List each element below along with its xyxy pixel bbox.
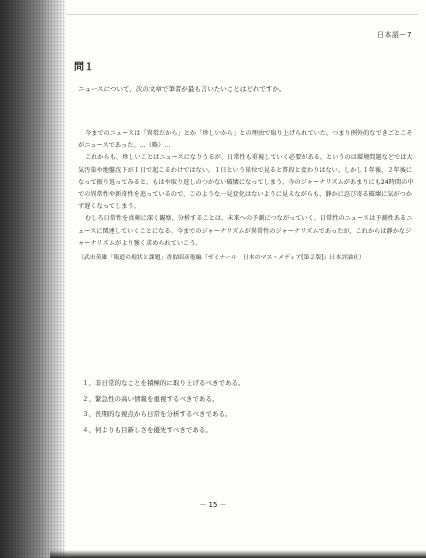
page-number: － 15 － <box>199 501 227 509</box>
answer-choice: ３、長期的な視点から日常を分析するべきである。 <box>82 410 232 419</box>
scan-bottom-edge <box>50 550 426 558</box>
reading-passage <box>78 128 414 264</box>
question-prompt: ニュースについて、次の文章で筆者が最も言いたいことはどれですか。 <box>78 85 286 93</box>
answer-choices <box>82 376 245 438</box>
passage-paragraph: むしろ日常性を真剣に深く観察、分析することは、未来への予測につながっていく。日常性のニュースは予測性あるニュースに関連していくことになる。今までのジャーナリズムが異常性のジャーナリズムであったが、これからは静かなジャーナリズムがより強く求められていこう。 <box>78 215 413 247</box>
passage-paragraph: これからも、珍しいことはニュースになりうるが、日常性も重視していく必要がある。というのは環境問題などでは大気汚染や地盤沈下が１日で起こるわけではない。１日という単位で見ると普段と変わりはない。しかし１年後、２年後になって振り返ってみると、もはや取り返しのつかない破壊になってしまう。今のジャーナリズムがあまりにも24時間の中での異常性や新奇性を追っているので、このような一見変化はないように見えながらも、静かに忍び寄る破壊に気がつかず遅くなってしまう。 <box>78 154 414 211</box>
answer-choice: １、非日常的なことを積極的に取り上げるべきである。 <box>82 379 245 387</box>
answer-choice: ２、緊急性の高い情報を重視するべきである。 <box>82 394 219 403</box>
scan-binding-shadow <box>0 0 66 558</box>
section-code: 日本語ー7 <box>377 31 412 39</box>
question-number: 問１ <box>74 62 94 73</box>
answer-choice: ４、何よりも目新しさを優先すべきである。 <box>82 425 212 434</box>
passage-source: （武市英雄「報道の現状と課題」香取昭彦他編『ゼミナール 日本のマス・メディア[第２版]』日本評論社） <box>78 255 365 262</box>
top-rule <box>66 14 418 15</box>
passage-paragraph: 今までのニュースは「異常だから」とか「珍しいから」との理由で取り上げられていた。つまり例外的なできごとこそがニュースであった。…（略）… <box>78 130 413 150</box>
